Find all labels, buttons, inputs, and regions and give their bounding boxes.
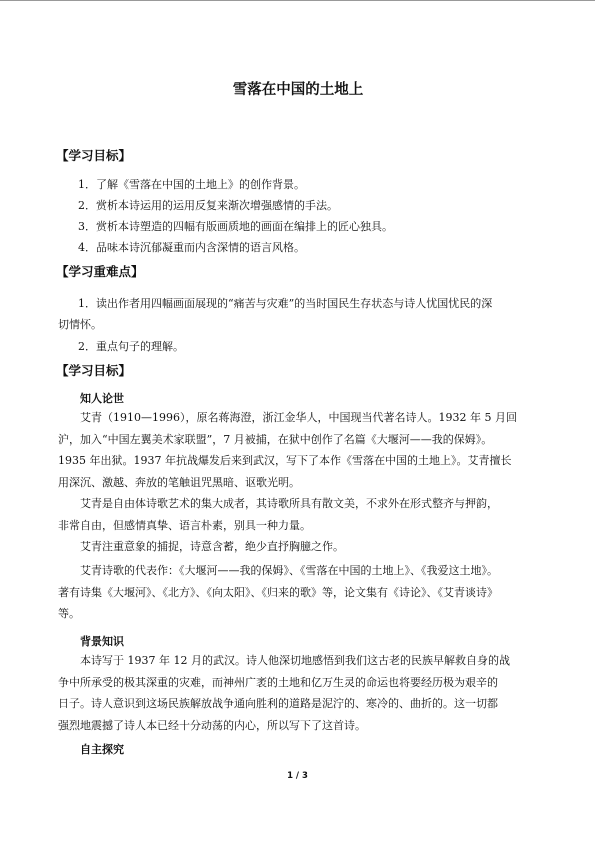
text-line: 艾青是自由体诗歌艺术的集大成者，其诗歌所具有散文美，不求外在形式整齐与押韵， bbox=[80, 497, 498, 510]
goal-item-4: 4．品味本诗沉郁凝重而内含深情的语言风格。 bbox=[78, 241, 305, 254]
subheading-background: 背景知识 bbox=[80, 635, 124, 648]
goal-item-3: 3．赏析本诗塑造的四幅有版画质地的画面在编排上的匠心独具。 bbox=[78, 220, 393, 233]
author-paragraph-1 bbox=[58, 407, 538, 493]
text-line: 艾青诗歌的代表作：《大堰河——我的保姆》、《雪落在中国的土地上》、《我爱这土地》。 bbox=[80, 564, 498, 577]
text-line: 沪，加入“中国左翼美术家联盟”，7 月被捕，在狱中创作了名篇《大堰河——我的保姆》。 bbox=[58, 432, 493, 446]
text-line: 艾青（1910—1996），原名蒋海澄，浙江金华人，中国现当代著名诗人。1932 年 5 月回 bbox=[80, 411, 517, 424]
author-paragraph-3 bbox=[58, 536, 538, 558]
document-title: 雪落在中国的土地上 bbox=[232, 82, 364, 98]
page-number: 1 / 3 bbox=[287, 771, 308, 781]
section-heading-key-points: 【学习重难点】 bbox=[56, 264, 144, 279]
background-paragraph bbox=[58, 650, 538, 736]
text-line: 1935 年出狱。1937 年抗战爆发后来到武汉，写下了本作《雪落在中国的土地上》。艾青擅长 bbox=[58, 454, 512, 467]
goal-item-2: 2．赏析本诗运用的运用反复来渐次增强感情的手法。 bbox=[78, 199, 338, 212]
subheading-author: 知人论世 bbox=[80, 392, 124, 405]
text-line: 等。 bbox=[58, 607, 80, 620]
author-paragraph-4 bbox=[58, 560, 538, 625]
author-paragraph-2 bbox=[58, 493, 538, 536]
text-line: 争中所承受的极其深重的灾难，而神州广袤的土地和亿万生灵的命运也将要经历极为艰辛的 bbox=[58, 675, 498, 689]
section-heading-goals: 【学习目标】 bbox=[56, 148, 132, 163]
key-point-1-line-1: 1．读出作者用四幅画面展现的“痛苦与灾难”的当时国民生存状态与诗人忧国忧民的深 bbox=[78, 297, 493, 310]
text-line: 日子。诗人意识到这场民族解放战争通向胜利的道路是泥泞的、寒冷的、曲折的。这一切都 bbox=[58, 697, 498, 710]
top-border-line bbox=[0, 0, 595, 1]
subheading-explore: 自主探究 bbox=[80, 743, 124, 756]
text-line: 艾青注重意象的捕捉，诗意含蓄，绝少直抒胸臆之作。 bbox=[80, 540, 344, 553]
text-line: 非常自由，但感情真挚、语言朴素，别具一种力量。 bbox=[58, 518, 311, 532]
text-line: 著有诗集《大堰河》、《北方》、《向太阳》、《归来的歌》等，论文集有《诗论》、《艾青谈诗》 bbox=[58, 585, 498, 599]
goal-item-1: 1．了解《雪落在中国的土地上》的创作背景。 bbox=[78, 178, 305, 191]
text-line: 用深沉、激越、奔放的笔触诅咒黑暗、讴歌光明。 bbox=[58, 475, 300, 489]
text-line: 本诗写于 1937 年 12 月的武汉。诗人他深切地感悟到我们这古老的民族早解救自身的战 bbox=[80, 654, 510, 667]
key-point-1-line-2: 切情怀。 bbox=[58, 318, 102, 331]
section-heading-goals-2: 【学习目标】 bbox=[56, 363, 132, 378]
text-line: 强烈地震撼了诗人本已经十分动荡的内心，所以写下了这首诗。 bbox=[58, 718, 366, 732]
key-point-2: 2．重点句子的理解。 bbox=[78, 340, 184, 353]
